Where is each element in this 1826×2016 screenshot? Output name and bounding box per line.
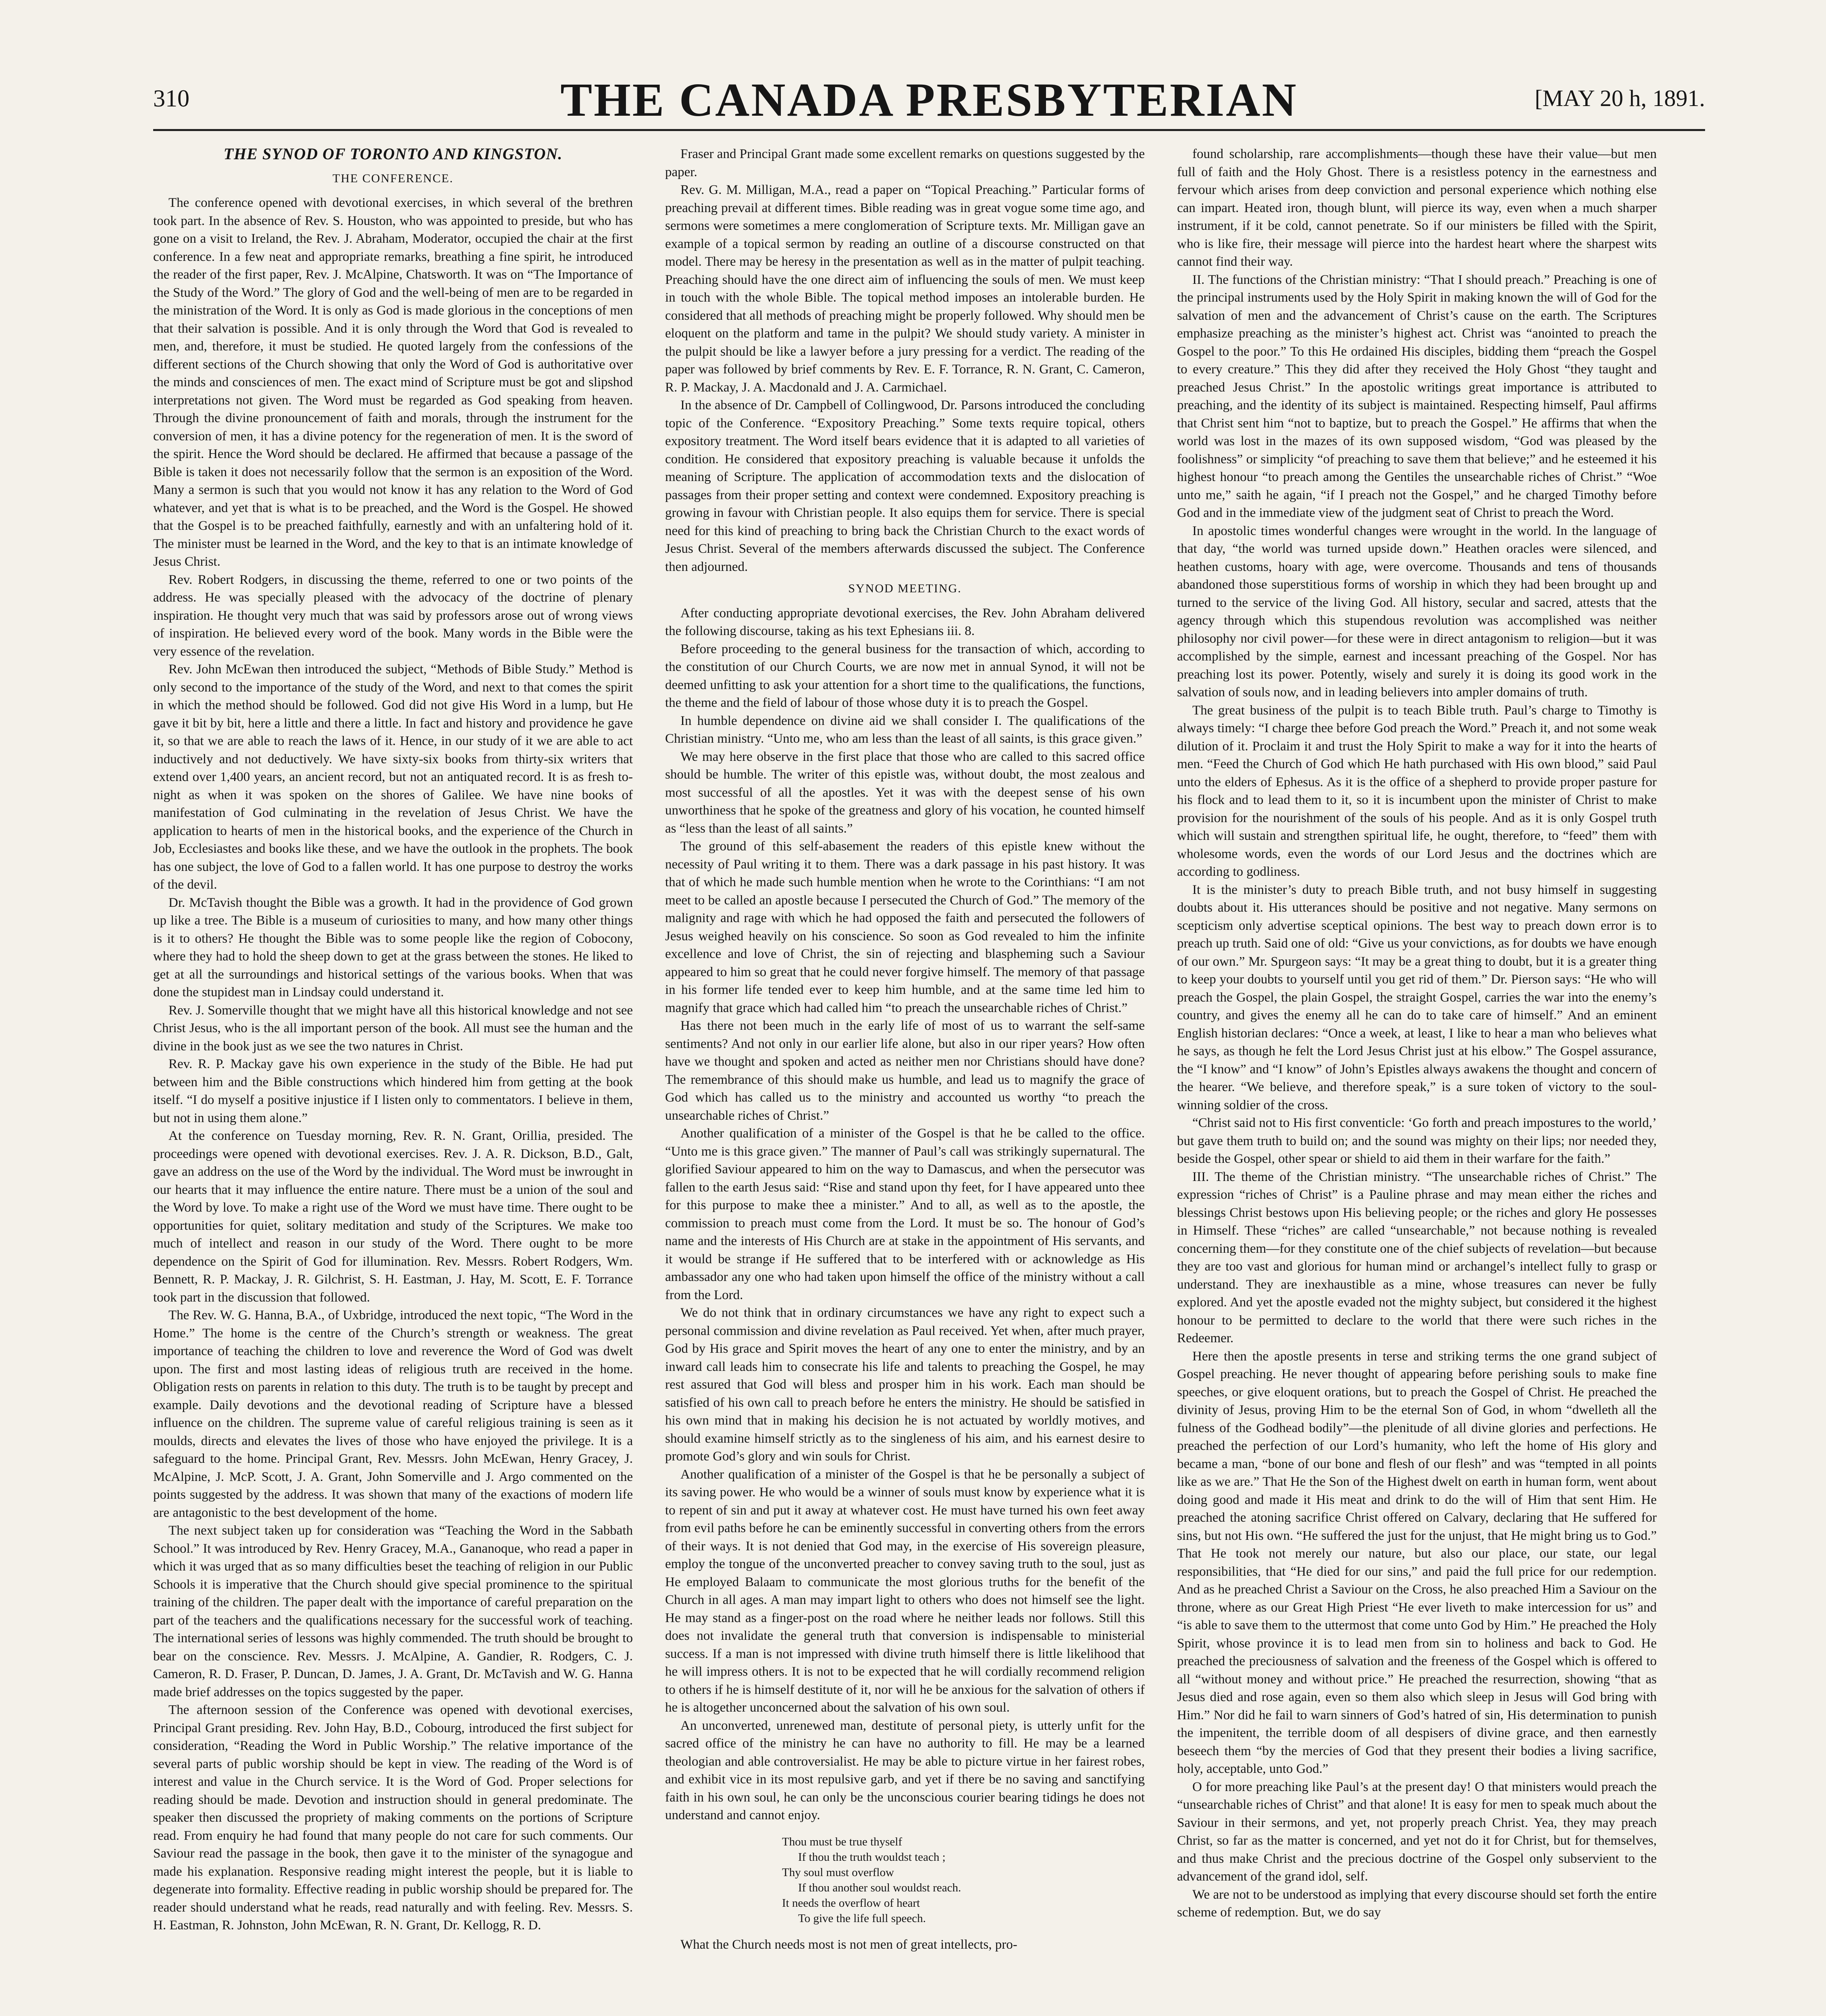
paragraph: The Rev. W. G. Hanna, B.A., of Uxbridge, introduced the next topic, “The Word in the Home.” The home is the centre of the Church’s strength or weakness. The great importance of teaching the children to love and reverence the Word of God was dwelt upon. The first and most lasting ideas of religious truth are received in the home. Obligation rests on parents in relation to this duty. The truth is to be taught by precept and example. Daily devotions and the devotional reading of Scripture have a blessed influence on the children. The supreme value of careful religious training is seen as it moulds, directs and elevates the lives of those who have enjoyed the privilege. It is a safeguard to the home. Principal Grant, Rev. Messrs. John McEwan, Henry Gracey, J. McAlpine, J. McP. Scott, J. A. Grant, John Somerville and J. Argo commented on the points suggested by the address. It was shown that many of the exactions of modern life are antagonistic to the best development of the home.: [153, 1308, 633, 1520]
paragraph: found scholarship, rare accomplishments—though these have their value—but men full of faith and the Holy Ghost. There is a resistless potency in the earnestness and fervour which arises from deep conviction and personal experience which nothing else can impart. Heated iron, though blunt, will pierce its way, even when a much sharper instrument, if it be cold, cannot penetrate. So if our ministers be filled with the Spirit, who is like fire, their message will pierce into the hardest heart where the sharpest wits cannot find their way.: [1177, 147, 1657, 269]
poem-line: Thy soul must overflow: [782, 1866, 894, 1879]
paragraph: At the conference on Tuesday morning, Rev. R. N. Grant, Orillia, presided. The proceedings were opened with devotional exercises. Rev. J. A. R. Dickson, B.D., Galt, gave an address on the use of the Word by the individual. The Word must be inwrought in our hearts that it may influence the entire nature. There must be a union of the soul and the Word by love. To make a right use of the Word we must have time. There ought to be opportunities for quiet, solitary meditation and study of the Scriptures. We make too much of intellect and reason in our study of the Word. There ought to be more dependence on the Spirit of God for illumination. Rev. Messrs. Robert Rodgers, Wm. Bennett, R. P. Mackay, J. R. Gilchrist, S. H. Eastman, J. Hay, M. Scott, E. F. Torrance took part in the discussion that followed.: [153, 1129, 633, 1305]
paragraph: Here then the apostle presents in terse and striking terms the one grand subject of Gospel preaching. He never thought of appearing before perishing souls to make fine speeches, or give eloquent orations, but to preach the Gospel of Christ. He preached the divinity of Jesus, proving Him to be the eternal Son of God, in whom “dwelleth all the fulness of the Godhead bodily”—the plenitude of all divine glories and perfections. He preached the perfection of our Lord’s humanity, who left the home of His glory and became a man, “bone of our bone and flesh of our flesh” and was “tempted in all points like as we are.” That He the Son of the Highest dwelt on earth in human form, went about doing good and made it His meat and drink to do the will of Him that sent Him. He preached the atoning sacrifice Christ offered on Calvary, declaring that He suffered for sins, but not His own. “He suffered the just for the unjust, that He might bring us to God.” That He took not merely our nature, but also our place, our state, our legal responsibilities, that “He died for our sins,” and paid the full price for our redemption. And as he preached Christ a Saviour on the Cross, he also preached Him a Saviour on the throne, where as our Great High Priest “He ever liveth to make intercession for us” and “is able to save them to the uttermost that come unto God by Him.” He preached the Holy Spirit, whose province it is to lead men from sin to holiness and back to God. He preached the preciousness of salvation and the freeness of the Gospel which is offered to all “without money and without price.” He preached the resurrection, showing “that as Jesus died and rose again, even so them also which sleep in Jesus will God bring with Him.” Nor did he fail to warn sinners of God’s hatred of sin, His determination to punish the impenitent, the terrible doom of all despisers of divine grace, and then earnestly beseech them “by the mercies of God that they present their bodies a living sacrifice, holy, acceptable, unto God.”: [1177, 1349, 1657, 1776]
col1-body: [153, 194, 633, 1935]
paragraph: Another qualification of a minister of the Gospel is that he be personally a subject of its saving power. He who would be a winner of souls must know by experience what it is to repent of sin and put it away at whatever cost. He must have turned his own feet away from evil paths before he can be eminently successful in converting others from the errors of their ways. It is not denied that God may, in the exercise of His sovereign pleasure, employ the tongue of the unconverted preacher to convey saving truth to the soul, just as He employed Balaam to communicate the most glorious truths for the benefit of the Church in all ages. A man may impart light to others who does not himself see the light. He may stand as a finger-post on the road where he neither leads nor follows. Still this does not invalidate the general truth that conversion is indispensable to ministerial success. If a man is not impressed with divine truth himself there is little likelihood that he will impress others. It is not to be expected that he will cordially recommend religion to others if he is himself destitute of it, nor will he be anxious for the salvation of others if he is altogether unconcerned about the salvation of his own soul.: [665, 1467, 1145, 1715]
paragraph: Rev. J. Somerville thought that we might have all this historical knowledge and not see Christ Jesus, who is the all important person of the book. All must see the human and the divine in the book just as we see the two natures in Christ.: [153, 1003, 633, 1054]
poem-quote: [665, 1834, 1145, 1926]
paragraph: The afternoon session of the Conference was opened with devotional exercises, Principal Grant presiding. Rev. John Hay, B.D., Cobourg, introduced the first subject for consideration, “Reading the Word in Public Worship.” The relative importance of the several parts of public worship should be kept in view. The reading of the Word is of interest and value in the Church service. It is the Word of God. Proper selections for reading should be made. Devotion and instruction should in general predominate. The speaker then discussed the propriety of making comments on the portions of Scripture read. From enquiry he had found that many people do not care for such comments. Our Saviour read the passage in the book, then gave it to the minister of the synagogue and made his explanation. Responsive reading might interest the people, but it is liable to degenerate into formality. Effective reading in public worship should be prepared for. The reader should understand what he reads, read naturally and with feeling. Rev. Messrs. S. H. Eastman, R. Johnston, John McEwan, R. N. Grant, Dr. Kellogg, R. D.: [153, 1703, 633, 1933]
section-heading-conference: THE CONFERENCE.: [333, 171, 453, 185]
paragraph: In humble dependence on divine aid we shall consider I. The qualifications of the Christian ministry. “Unto me, who am less than the least of all saints, is this grace given.”: [665, 713, 1145, 746]
paragraph: The next subject taken up for consideration was “Teaching the Word in the Sabbath School.” It was introduced by Rev. Henry Gracey, M.A., Gananoque, who read a paper in which it was urged that as so many difficulties beset the teaching of religion in our Public Schools it is imperative that the Church should give special prominence to the spiritual training of the children. The paper dealt with the importance of careful preparation on the part of the teachers and the qualifications necessary for the successful work of teaching. The international series of lessons was highly commended. The truth should be brought to bear on the conscience. Rev. Messrs. J. McAlpine, A. Gandier, R. Rodgers, C. J. Cameron, R. D. Fraser, P. Duncan, D. James, J. A. Grant, Dr. McTavish and W. G. Hanna made brief addresses on the topics suggested by the paper.: [153, 1523, 633, 1699]
paragraph: It is the minister’s duty to preach Bible truth, and not busy himself in suggesting doubts about it. His utterances should be positive and not negative. Many sermons on scepticism only advertise sceptical opinions. The best way to preach down error is to preach up truth. Said one of old: “Give us your convictions, as for doubts we have enough of our own.” Mr. Spurgeon says: “It may be a great thing to doubt, but it is a greater thing to keep your doubts to yourself until you get rid of them.” Dr. Pierson says: “He who will preach the Gospel, the plain Gospel, the straight Gospel, carries the war into the enemy’s country, and gives the enemy all he can do to take care of himself.” And an eminent English historian declares: “Once a week, at least, I like to hear a man who believes what he says, as though he felt the Lord Jesus Christ just at his elbow.” The Gospel assurance, the “I know” and “I know” of John’s Epistles always awakens the thought and concern of the hearer. “We believe, and therefore speak,” is a sure token of victory to the soul-winning soldier of the cross.: [1177, 882, 1657, 1112]
paragraph: Dr. McTavish thought the Bible was a growth. It had in the providence of God grown up like a tree. The Bible is a museum of curiosities to many, and how many other things is it to others? He thought the Bible was to some people like the region of Cobocony, where they had to hold the sheep down to get at the grass between the stones. He liked to get at all the surroundings and historical settings of the various books. When that was done the stupidest man in Lindsay could understand it.: [153, 895, 633, 1000]
section-heading-synod: SYNOD MEETING.: [848, 582, 962, 595]
paragraph: We are not to be understood as implying that every discourse should set forth the entire scheme of redemption. But, we do say: [1177, 1887, 1657, 1920]
paragraph: Rev. G. M. Milligan, M.A., read a paper on “Topical Preaching.” Particular forms of preaching prevail at different times. Bible reading was in great vogue some time ago, and sermons were sometimes a mere conglomeration of Scripture texts. Mr. Milligan gave an example of a topical sermon by reading an outline of a discourse constructed on that model. There may be heresy in the presentation as well as in the matter of pulpit teaching. Preaching should have the one direct aim of influencing the souls of men. We must keep in touch with the whole Bible. The topical method imposes an intolerable burden. He considered that all methods of preaching might be properly followed. Why should men be eloquent on the platform and tame in the pulpit? We should study variety. A minister in the pulpit should be like a lawyer before a jury pressing for a verdict. The reading of the paper was followed by brief comments by Rev. E. F. Torrance, R. N. Grant, C. Cameron, R. P. Mackay, J. A. Macdonald and J. A. Carmichael.: [665, 183, 1145, 395]
poem-line: If thou another soul wouldst reach.: [798, 1881, 961, 1894]
col2-closing-line: What the Church needs most is not men of great intellects, pro-: [680, 1937, 1017, 1952]
paragraph: Rev. John McEwan then introduced the subject, “Methods of Bible Study.” Method is only second to the importance of the study of the Word, and next to that comes the spirit in which the method should be followed. God did not give His Word in a lump, but He gave it bit by bit, here a little and there a little. In fact and history and providence he gave it, so that we are able to reach the laws of it. Hence, in our study of it we are able to act inductively and not deductively. We have sixty-six books from thirty-six writers that extend over 1,400 years, an ancient record, but not an antiquated record. It is as fresh to-night as when it was spoken on the shores of Galilee. We have nine books of manifestation of God culminating in the revelation of Jesus Christ. We have the application to hearts of men in the historical books, and the experience of the Church in Job, Ecclesiastes and books like these, and we have the outlook in the prophets. The book has one subject, the love of God to a fallen world. It has one purpose to destroy the works of the devil.: [153, 662, 633, 892]
paragraph: We do not think that in ordinary circumstances we have any right to expect such a personal commission and divine revelation as Paul received. Yet when, after much prayer, God by His grace and Spirit moves the heart of any one to enter the ministry, and by an inward call leads him to consecrate his life and talents to preaching the Gospel, he may rest assured that God will bless and prosper him in his work. Each man should be satisfied of his own call to preach before he enters the ministry. He should be satisfied in his own mind that in making his decision he is not actuated by worldly motives, and should examine himself strictly as to the singleness of his aim, and his earnest desire to promote God’s glory and win souls for Christ.: [665, 1306, 1145, 1464]
paragraph: “Christ said not to His first conventicle: ‘Go forth and preach impostures to the world,’ but gave them truth to build on; and the sound was mighty on their lips; nor needed they, beside the Gospel, other spear or shield to aid them in their warfare for the faith.”: [1177, 1116, 1657, 1166]
column-2: [665, 145, 1145, 1954]
paragraph: Before proceeding to the general business for the transaction of which, according to the constitution of our Church Courts, we are now met in annual Synod, it will not be deemed unfitting to ask your attention for a short time to the qualifications, the functions, the theme and the field of labour of those whose duty it is to preach the Gospel.: [665, 641, 1145, 710]
paragraph: II. The functions of the Christian ministry: “That I should preach.” Preaching is one of the principal instruments used by the Holy Spirit in making known the will of God for the salvation of men and the advancement of Christ’s cause on the earth. The Scriptures emphasize preaching as the minister’s highest act. Christ was “anointed to preach the Gospel to the poor.” To this He ordained His disciples, bidding them “preach the Gospel to every creature.” This they did after they received the Holy Ghost “they taught and preached Jesus Christ.” In the apostolic writings great importance is attributed to preaching, and the identity of its subject is maintained. Respecting himself, Paul affirms that Christ sent him “not to baptize, but to preach the Gospel.” He affirms that when the world was lost in the mazes of its own supposed wisdom, “God was pleased by the foolishness” or simplicity “of preaching to save them that believe;” and he esteemed it his highest honour “to preach among the Gentiles the unsearchable riches of Christ.” “Woe unto me,” saith he again, “if I preach not the Gospel,” and he charged Timothy before God and in the immediate view of the judgment seat of Christ to preach the Word.: [1177, 272, 1657, 520]
paragraph: In the absence of Dr. Campbell of Collingwood, Dr. Parsons introduced the concluding topic of the Conference. “Expository Preaching.” Some texts require topical, others expository treatment. The Word itself bears evidence that it is adapted to all varieties of condition. He considered that expository preaching is valuable because it unfolds the meaning of Scripture. The application of accommodation texts and the dislocation of passages from their proper setting and context were condemned. Expository preaching is growing in favour with Christian people. It also equips them for service. There is special need for this kind of preaching to bring back the Christian Church to the exact words of Jesus Christ. Several of the members afterwards discussed the subject. The Conference then adjourned.: [665, 398, 1145, 574]
paragraph: The great business of the pulpit is to teach Bible truth. Paul’s charge to Timothy is always timely: “I charge thee before God preach the Word.” Preach it, and not some weak dilution of it. Proclaim it and trust the Holy Spirit to make a way for it into the hearts of men. “Feed the Church of God which He hath purchased with His own blood,” said Paul unto the elders of Ephesus. As it is the office of a shepherd to provide proper pasture for his flock and to lead them to it, so it is incumbent upon the minister of Christ to make provision for the nourishment of the souls of his people. And as it is only Gospel truth which will sustain and strengthen spiritual life, he ought, therefore, to “feed” them with wholesome words, even the words of our Lord Jesus and the doctrines which are according to godliness.: [1177, 703, 1657, 879]
paragraph: Rev. Robert Rodgers, in discussing the theme, referred to one or two points of the address. He was specially pleased with the advocacy of the doctrine of plenary inspiration. He thought very much that was said by professors arose out of wrong views of inspiration. He believed every word of the book. Many words in the Bible were the very essence of the revelation.: [153, 572, 633, 659]
col2-body-bottom: [665, 604, 1145, 1824]
paragraph: O for more preaching like Paul’s at the present day! O that ministers would preach the “unsearchable riches of Christ” and that alone! It is easy for men to speak much about the Saviour in their sermons, and yet, not properly preach Christ. Yea, they may preach Christ, so far as the matter is concerned, and yet not do it for Christ, but for themselves, and thus make Christ and the precious doctrine of the Gospel only subservient to the advancement of the grand idol, self.: [1177, 1779, 1657, 1884]
poem-line: Thou must be true thyself: [782, 1835, 903, 1848]
page-number: 310: [153, 85, 189, 112]
page-header: [153, 69, 1705, 129]
paragraph: III. The theme of the Christian ministry. “The unsearchable riches of Christ.” The expression “riches of Christ” is a Pauline phrase and may mean either the riches and blessings Christ bestows upon His believing people; or the riches and glory He possesses in Himself. These “riches” are called “unsearchable,” not because nothing is revealed concerning them—for they constitute one of the chief subjects of revelation—but because they are too vast and glorious for human mind or archangel’s intellect fully to grasp or understand. They are inexhaustible as a mine, whose treasures can never be fully explored. And yet the apostle evaded not the mighty subject, but considered it the highest honour to be permitted to declare to the world that there were such riches in the Redeemer.: [1177, 1169, 1657, 1345]
poem-line: To give the life full speech.: [798, 1912, 926, 1925]
column-3: [1177, 145, 1657, 1922]
paragraph: After conducting appropriate devotional exercises, the Rev. John Abraham delivered the following discourse, taking as his text Ephesians iii. 8.: [665, 606, 1145, 638]
paragraph: Another qualification of a minister of the Gospel is that he be called to the office. “Unto me is this grace given.” The manner of Paul’s call was strikingly supernatural. The glorified Saviour appeared to him on the way to Damascus, and when the persecutor was fallen to the earth Jesus said: “Rise and stand upon thy feet, for I have appeared unto thee for this purpose to make thee a minister.” And to all, as well as to the apostle, the commission to preach must come from the Lord. It must be so. The honour of God’s name and the interests of His Church are at stake in the appointment of His servants, and it would be strange if He suffered that to be interfered with or acknowledge as His ambassador any one who had taken upon himself the office of the ministry without a call from the Lord.: [665, 1126, 1145, 1302]
paragraph: Rev. R. P. Mackay gave his own experience in the study of the Bible. He had put between him and the Bible constructions which hindered him from getting at the book itself. “I do myself a positive injustice if I listen only to commentators. I believe in them, but not in using them alone.”: [153, 1057, 633, 1125]
col2-body-top: [665, 145, 1145, 576]
poem-line: It needs the overflow of heart: [782, 1896, 920, 1910]
header-rule: [153, 129, 1705, 131]
article-title: THE SYNOD OF TORONTO AND KINGSTON.: [223, 145, 563, 163]
poem-line: If thou the truth wouldst teach ;: [798, 1850, 946, 1864]
paragraph: In apostolic times wonderful changes were wrought in the world. In the language of that day, “the world was turned upside down.” Heathen oracles were silenced, and heathen customs, hoary with age, were overcome. Thousands and tens of thousands abandoned those superstitious forms of worship in which they had been brought up and turned to the service of the living God. All history, secular and sacred, attests that the agency through which this stupendous revolution was accomplished was neither philosophy nor civil power—for these were in direct antagonism to religion—but it was accomplished by the simple, earnest and incessant preaching of the Gospel. Nor has preaching lost its power. Potently, wisely and surely it is doing its good work in the salvation of souls now, and in leading believers into ampler domains of truth.: [1177, 523, 1657, 700]
column-1: [153, 145, 633, 1935]
paragraph: The conference opened with devotional exercises, in which several of the brethren took part. In the absence of Rev. S. Houston, who was appointed to preside, but who has gone on a visit to Ireland, the Rev. J. Abraham, Moderator, occupied the chair at the first conference. In a few neat and appropriate remarks, breathing a fine spirit, he introduced the reader of the first paper, Rev. J. McAlpine, Chatsworth. It was on “The Importance of the Study of the Word.” The glory of God and the well-being of men are to be regarded in the ministration of the Word. It is only as God is made glorious in the conceptions of men that their salvation is possible. And it is only through the Word that God is revealed to men, and, therefore, it must be studied. He quoted largely from the confessions of the different sections of the Church showing that only the Word of God is authoritative over the minds and consciences of men. The exact mind of Scripture must be got and slipshod interpretations not given. The Word must be regarded as God speaking from heaven. Through the divine pronouncement of faith and morals, through the instrument for the conversion of men, it has a divine potency for the regeneration of men. It is the sword of the spirit. Hence the Word should be declared. He affirmed that because a passage of the Bible is taken it does not necessarily follow that the sermon is an exposition of the Word. Many a sermon is such that you would not know it has any relation to the Word of God whatever, and yet that is what is to be preached, and the Word is the Gospel. He showed that the Gospel is to be preached faithfully, earnestly and with an unfaltering hold of it. The minister must be learned in the Word, and the key to that is an intimate knowledge of Jesus Christ.: [153, 196, 633, 569]
paragraph: Fraser and Principal Grant made some excellent remarks on questions suggested by the paper.: [665, 147, 1145, 179]
issue-date: [MAY 20 h, 1891.: [1535, 85, 1705, 111]
paragraph: The ground of this self-abasement the readers of this epistle knew without the necessity of Paul writing it to them. There was a dark passage in his past history. It was that of which he made such humble mention when he wrote to the Corinthians: “I am not meet to be called an apostle because I persecuted the Church of God.” The memory of the malignity and rage with which he had opposed the faith and persecuted the followers of Jesus weighed heavily on his conscience. So soon as God revealed to him the infinite excellence and love of Christ, the sin of rejecting and blaspheming such a Saviour appeared to him so great that he could never forgive himself. The memory of that passage in his former life tended ever to keep him humble, and at the same time led him to magnify that grace which had called him “to preach the unsearchable riches of Christ.”: [665, 839, 1145, 1015]
paragraph: We may here observe in the first place that those who are called to this sacred office should be humble. The writer of this epistle was, without doubt, the most zealous and most successful of all the apostles. Yet it was with the deepest sense of his own unworthiness that he spoke of the greatness and glory of his vocation, he counted himself as “less than the least of all saints.”: [665, 749, 1145, 836]
paragraph: An unconverted, unrenewed man, destitute of personal piety, is utterly unfit for the sacred office of the ministry he can have no authority to fill. He may be a learned theologian and able controversialist. He may be able to picture virtue in her fairest robes, and exhibit vice in its most repulsive garb, and yet if there be no saving and sanctifying faith in his own soul, he can only be the unconscious courier bearing tidings he does not understand and cannot enjoy.: [665, 1718, 1145, 1822]
col3-body: [1177, 145, 1657, 1922]
journal-title: THE CANADA PRESBYTERIAN: [560, 73, 1298, 126]
paragraph: Has there not been much in the early life of most of us to warrant the self-same sentiments? And not only in our earlier life alone, but also in our riper years? How often have we thought and spoken and acted as neither men nor Christians should have done? The remembrance of this should make us humble, and lead us to magnify the grace of God which has called us to the ministry and accounted us worthy “to preach the unsearchable riches of Christ.”: [665, 1018, 1145, 1123]
